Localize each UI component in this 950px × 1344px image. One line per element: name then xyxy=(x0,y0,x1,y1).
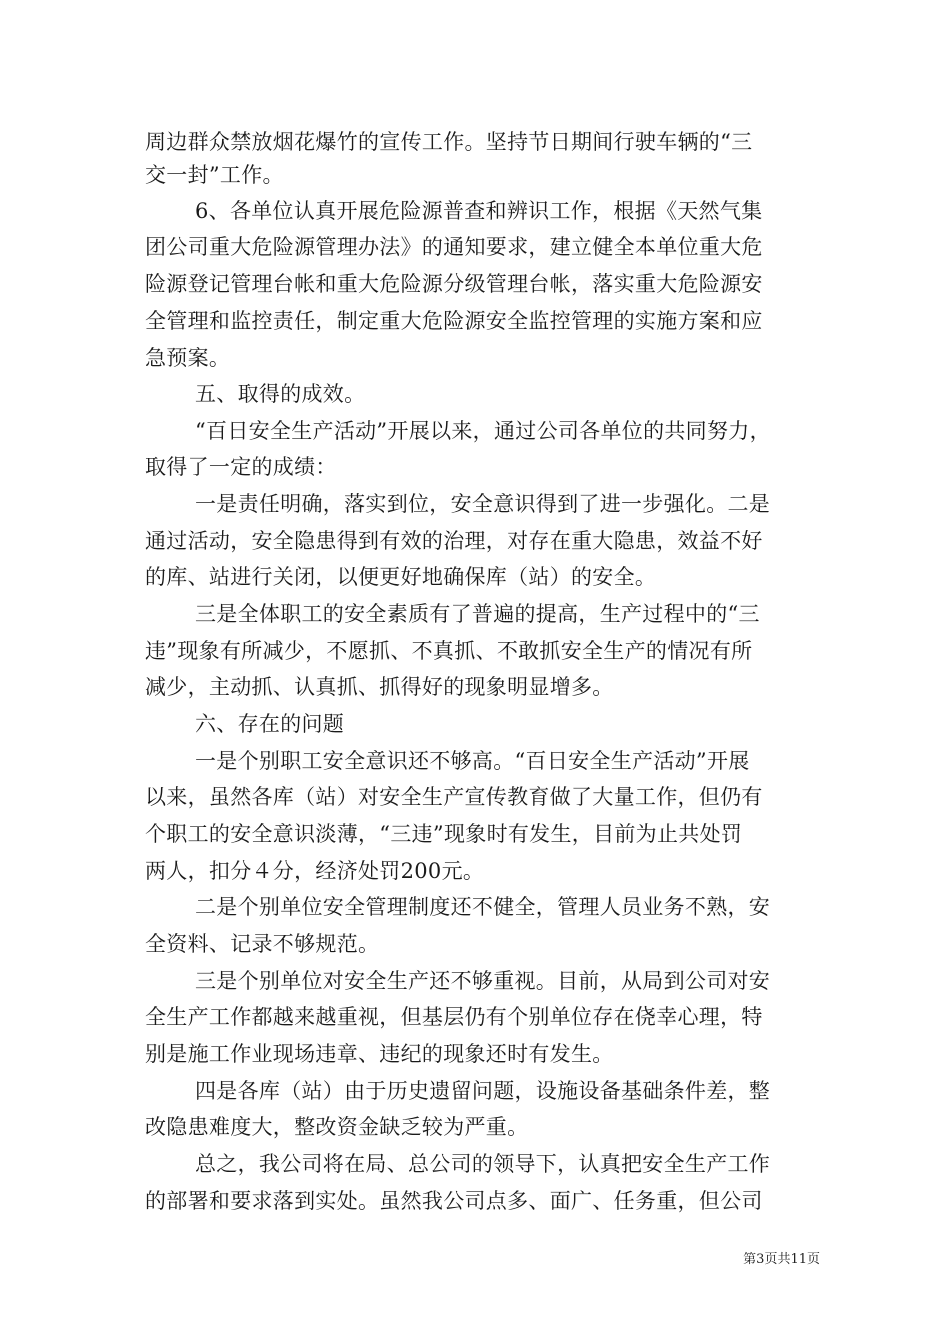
page-number: 第3页共11页 xyxy=(743,1252,820,1267)
text-line: 全管理和监控责任，制定重大危险源安全监控管理的实施方案和应 xyxy=(145,309,763,333)
text-line: 两人，扣分４分，经济处罚200元。 xyxy=(145,859,485,883)
text-line: 减少，主动抓、认真抓、抓得好的现象明显增多。 xyxy=(145,675,614,699)
text-line: 以来，虽然各库（站）对安全生产宣传教育做了大量工作，但仍有 xyxy=(145,785,763,809)
text-line: 交一封”工作。 xyxy=(145,163,284,187)
text-line: 一是个别职工安全意识还不够高。“百日安全生产活动”开展 xyxy=(195,749,750,773)
text-line: 团公司重大危险源管理办法》的通知要求，建立健全本单位重大危 xyxy=(145,235,763,259)
text-line: 全生产工作都越来越重视，但基层仍有个别单位存在侥幸心理，特 xyxy=(145,1005,763,1029)
text-line: 急预案。 xyxy=(145,346,231,370)
text-line: 个职工的安全意识淡薄，“三违”现象时有发生，目前为止共处罚 xyxy=(145,822,743,846)
text-line: 的库、站进行关闭，以便更好地确保库（站）的安全。 xyxy=(145,565,657,589)
text-line: 总之，我公司将在局、总公司的领导下，认真把安全生产工作 xyxy=(195,1152,771,1176)
text-line: 二是个别单位安全管理制度还不健全，管理人员业务不熟，安 xyxy=(195,895,771,919)
text-line: 取得了一定的成绩： xyxy=(145,455,337,479)
text-line: 的部署和要求落到实处。虽然我公司点多、面广、任务重，但公司 xyxy=(145,1189,763,1213)
text-line: 改隐患难度大，整改资金缺乏较为严重。 xyxy=(145,1115,529,1139)
text-line: 三是全体职工的安全素质有了普遍的提高，生产过程中的“三 xyxy=(195,602,760,626)
text-line: 周边群众禁放烟花爆竹的宣传工作。坚持节日期间行驶车辆的“三 xyxy=(145,130,753,154)
text-line: 全资料、记录不够规范。 xyxy=(145,932,380,956)
text-line: 通过活动，安全隐患得到有效的治理，对存在重大隐患，效益不好 xyxy=(145,529,763,553)
section-heading: 六、存在的问题 xyxy=(195,712,345,736)
text-line: 险源登记管理台帐和重大危险源分级管理台帐，落实重大危险源安 xyxy=(145,272,763,296)
text-line: “百日安全生产活动”开展以来，通过公司各单位的共同努力， xyxy=(195,419,771,443)
text-line: 四是各库（站）由于历史遗留问题，设施设备基础条件差，整 xyxy=(195,1079,771,1103)
text-line: 三是个别单位对安全生产还不够重视。目前，从局到公司对安 xyxy=(195,969,771,993)
text-line: 6、各单位认真开展危险源普查和辨识工作，根据《天然气集 xyxy=(195,199,763,223)
text-line: 一是责任明确，落实到位，安全意识得到了进一步强化。二是 xyxy=(195,492,771,516)
text-line: 别是施工作业现场违章、违纪的现象还时有发生。 xyxy=(145,1042,614,1066)
text-line: 违”现象有所减少，不愿抓、不真抓、不敢抓安全生产的情况有所 xyxy=(145,639,753,663)
section-heading: 五、取得的成效。 xyxy=(195,382,366,406)
